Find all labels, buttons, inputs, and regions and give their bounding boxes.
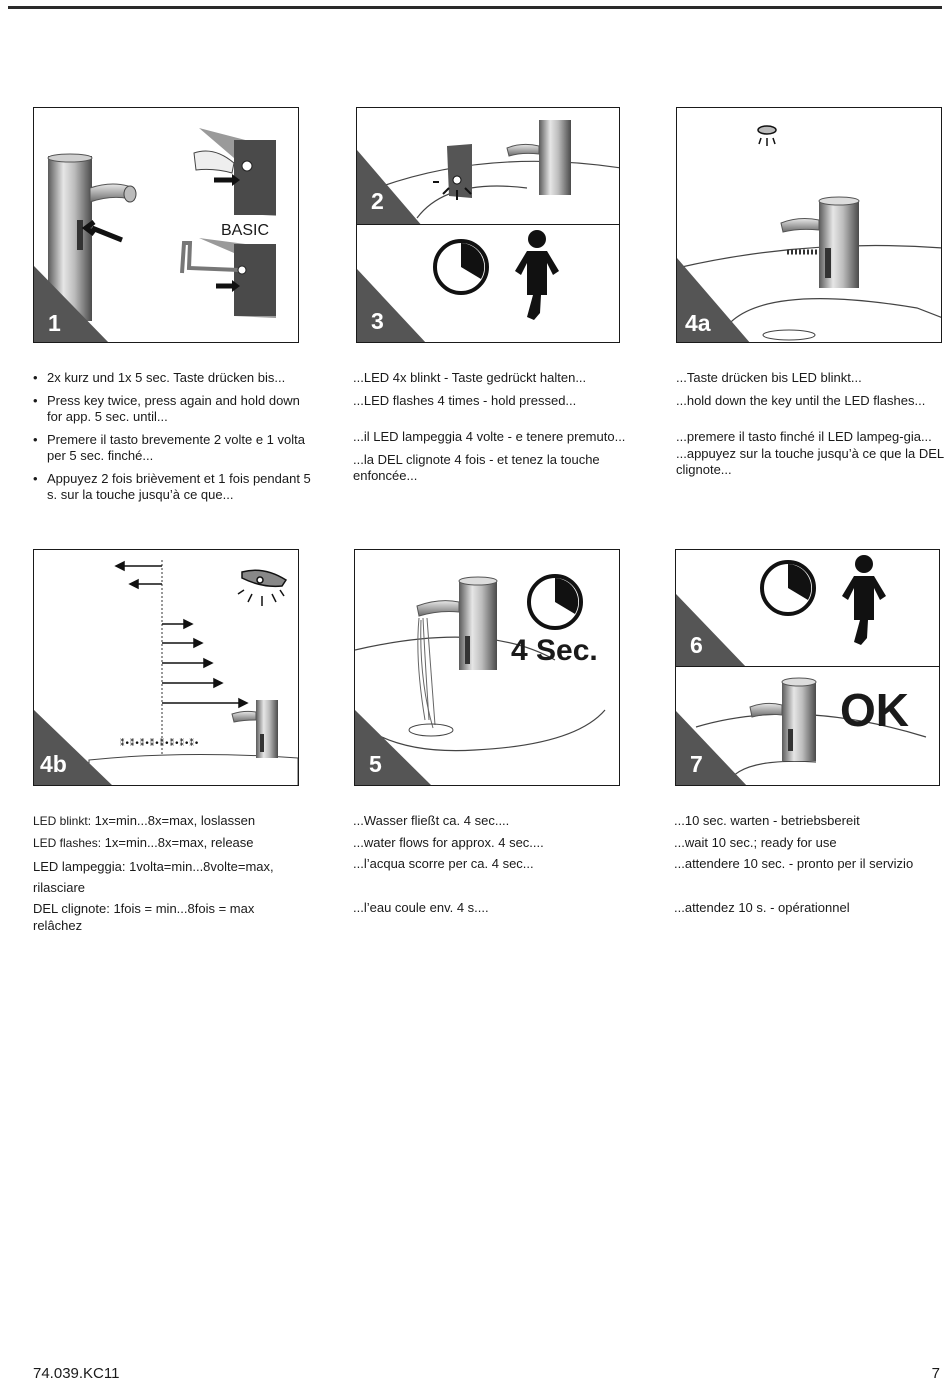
text-fr: ...appuyez sur la touche jusqu’à ce que la DEL clignote... (676, 445, 944, 477)
text-de: ...10 sec. warten - betriebsbereit (674, 813, 860, 828)
step-number: 4a (685, 310, 711, 336)
text-en: • Press key twice, press again and hold down for app. 5 sec. until... (33, 393, 311, 426)
text-it: • Premere il tasto brevemente 2 volte e 1 volta per 5 sec. finché... (33, 432, 311, 465)
text-de-value: 1x=min...8x=max, loslassen (94, 813, 256, 828)
text-fr: ...la DEL clignote 4 fois - et tenez la touche enfoncée... (353, 451, 600, 483)
text-fr: ...l’eau coule env. 4 s.... (353, 899, 489, 915)
top-rule (8, 6, 942, 9)
step-4b-panel (33, 549, 299, 786)
step-3-panel (356, 224, 620, 343)
text-it: LED lampeggia: 1volta=min...8volte=max, rilasciare (33, 859, 274, 895)
text-de: ...Wasser fließt ca. 4 sec.... (353, 813, 510, 828)
led-flash-icon (758, 126, 776, 146)
text-de: ...LED 4x blinkt - Taste gedrückt halten... (353, 370, 587, 385)
step-2-3-text (353, 370, 628, 485)
page-number: 7 (931, 1365, 940, 1382)
step-number: 7 (690, 751, 703, 777)
doc-number: 74.039.KC11 (33, 1365, 120, 1382)
step-number: 2 (371, 188, 384, 214)
interval-arrows (116, 562, 247, 707)
control-box-lower (234, 244, 276, 316)
text-fr: • Appuyez 2 fois brièvement et 1 fois pendant 5 s. sur la touche jusqu’à ce que... (33, 471, 311, 504)
text-en-value: 1x=min...8x=max, release (104, 834, 254, 850)
text-en (33, 835, 303, 852)
text-it: ...l’acqua scorre per ca. 4 sec... (353, 856, 534, 871)
drain (409, 724, 453, 736)
text-it: ...il LED lampeggia 4 volte - e tenere premuto... (353, 429, 626, 444)
faucet-body (459, 580, 497, 670)
svg-text:⁑•⁑•⁑•⁑•⁑•⁑•⁑•⁑•: ⁑•⁑•⁑•⁑•⁑•⁑•⁑•⁑• (120, 739, 200, 749)
text-de (33, 813, 303, 830)
text-de: ...Taste drücken bis LED blinkt... (676, 370, 862, 385)
step-number: 1 (48, 310, 61, 336)
step-4a-panel (676, 107, 942, 343)
step-6-7-text (674, 813, 946, 916)
text-fr: DEL clignote: 1fois = min...8fois = max relâchez (33, 901, 255, 933)
faucet-body (256, 700, 278, 758)
text-de-label: LED blinkt: (33, 814, 92, 828)
control-box-upper (234, 140, 276, 215)
step-number: 6 (690, 632, 703, 658)
water-stream-icon (418, 618, 435, 728)
step-7-panel (675, 666, 940, 786)
text-it: ...attendere 10 sec. - pronto per il servizio (674, 856, 914, 871)
step-1-panel (33, 107, 299, 343)
text-en: ...wait 10 sec.; ready for use (674, 834, 837, 850)
basic-label: BASIC (221, 222, 270, 239)
finger-icon (194, 151, 234, 173)
faucet-body (539, 120, 571, 195)
text-de: • 2x kurz und 1x 5 sec. Taste drücken bis... (33, 370, 311, 387)
step-5-text (353, 813, 628, 916)
step-5-panel (354, 549, 620, 786)
step-number: 3 (371, 308, 384, 334)
text-fr: ...attendez 10 s. - opérationnel (674, 899, 850, 915)
waiting-person-icon (842, 555, 886, 645)
step-2-panel (356, 107, 620, 226)
text-it: ...premere il tasto finché il LED lampeg-gia... (676, 429, 932, 444)
waiting-person-icon (515, 230, 559, 320)
text-en: ...LED flashes 4 times - hold pressed... (353, 392, 577, 408)
step-number: 5 (369, 751, 382, 777)
text-en: ...water flows for approx. 4 sec.... (353, 834, 544, 850)
step-number: 4b (40, 751, 67, 777)
four-seconds-label: 4 Sec. (511, 634, 598, 667)
text-en-label: LED flashes: (33, 835, 102, 850)
step-1-text (33, 370, 311, 504)
step-4a-text (676, 370, 946, 479)
step-6-panel (675, 549, 940, 668)
ok-label: OK (840, 684, 909, 736)
step-4b-text (33, 813, 303, 934)
text-en: ...hold down the key until the LED flashes... (676, 392, 926, 408)
led-flash-icon (238, 570, 286, 606)
faucet-body (782, 681, 816, 761)
